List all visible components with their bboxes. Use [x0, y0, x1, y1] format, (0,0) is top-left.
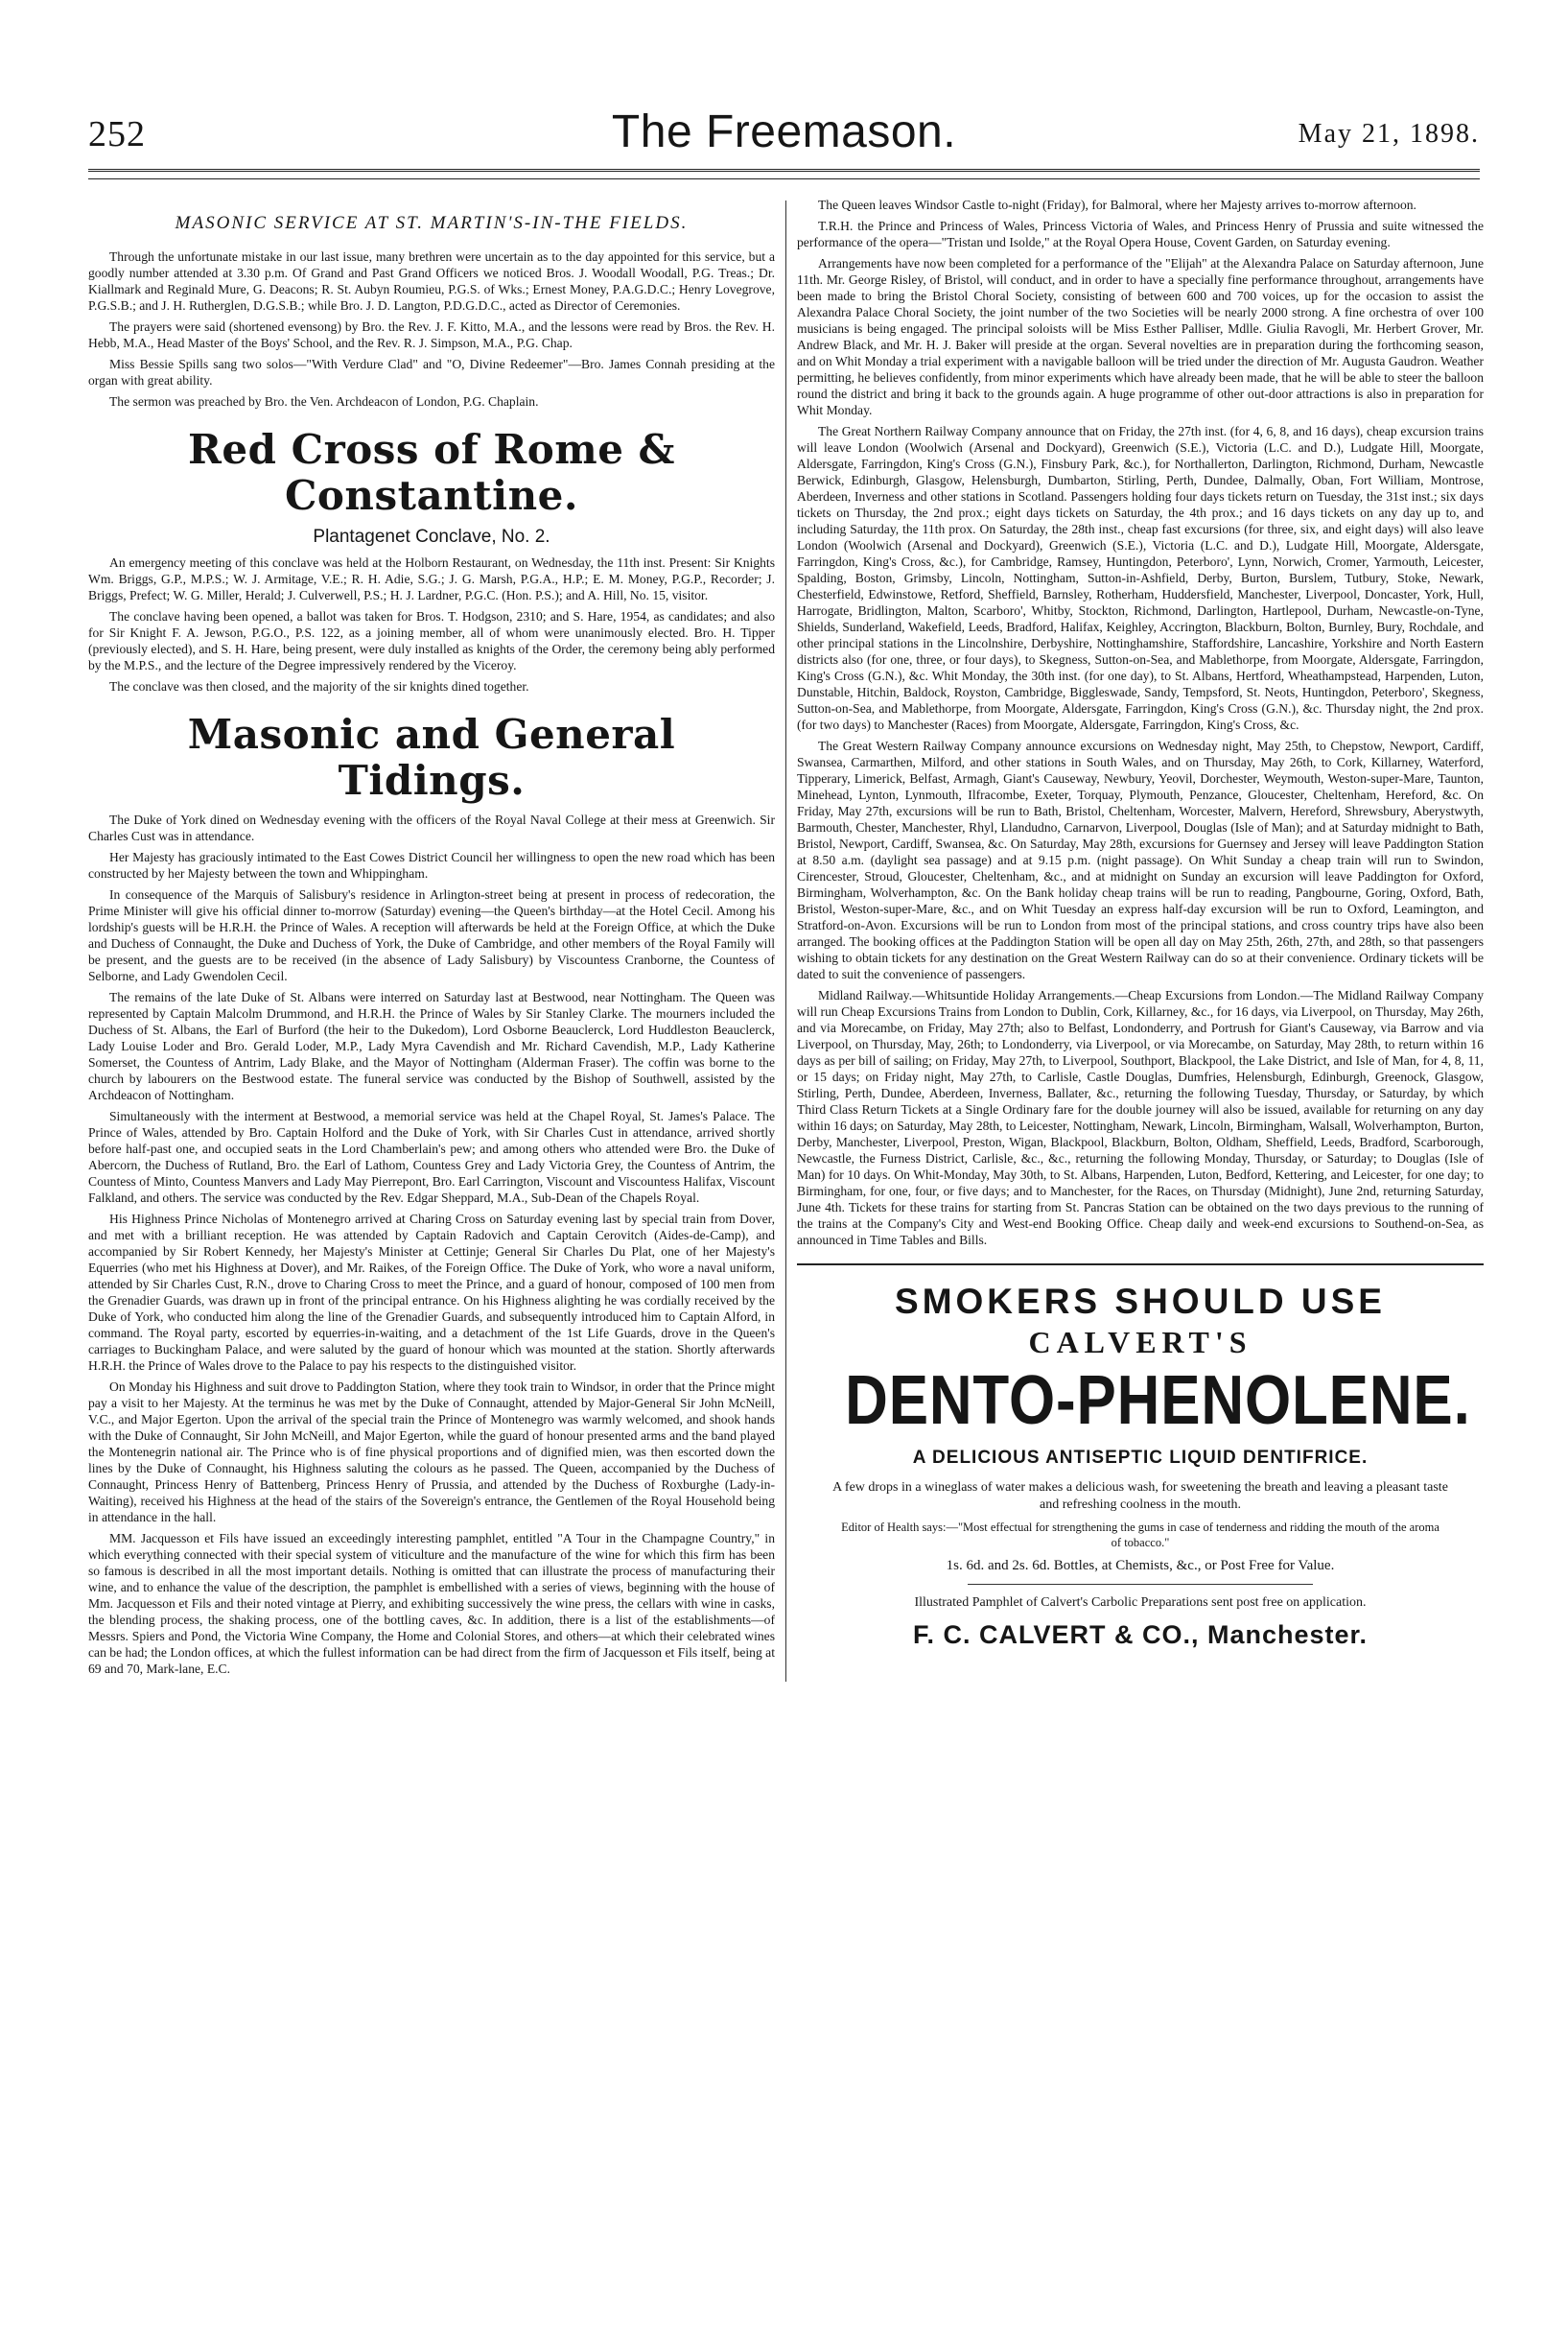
article-paragraph: Through the unfortunate mistake in our last issue, many brethren were uncertain as to the day appointed for this service, but a goodly number attended at 3.30 p.m. Of Grand and Past Grand Officers we noticed Bros. J. Woodall Woodall, P.G. Treas.; Dr. Kiallmark and Reginald Mure, G. Deacons; R. St. Aubyn Roumieu, P.G.S. of Wks.; Ernest Money, P.A.G.D.C.; Henry Lovegrove, P.G.S.B.; and J. H. Rutherglen, D.G.S.B.; while Bro. J. D. Langton, P.D.G.D.C., acted as Director of Ceremonies. [88, 249, 775, 313]
article-paragraph: T.R.H. the Prince and Princess of Wales, Princess Victoria of Wales, and Princess Henry of Prussia and suite witnessed the performance of the opera—"Tristan und Isolde," at the Royal Opera House, Covent Garden, on Saturday evening. [797, 219, 1484, 249]
article-paragraph: Midland Railway.—Whitsuntide Holiday Arrangements.—Cheap Excursions from London.—The Midland Railway Company will run Cheap Excursions Trains from London to Dublin, Cork, Killarney, &c., for 16 days, via Liverpool, on Thursday, May 26th, and via Morecambe, on Friday, May 27th; also to Belfast, Londonderry, and Portrush for Giant's Causeway, via Barrow and via Liverpool, on Thursday, May, 26th; to Londonderry, via Liverpool, or via Morecambe, on Saturday, May 28th, to return within 16 days as per bill of sailing; on Friday, May 27th, to Liverpool, Southport, Blackpool, the Lake District, and Isle of Man, for 4, 8, 11, or 15 days; on Friday night, May 27th, to Carlisle, Castle Douglas, Dumfries, Helensburgh, Edinburgh, Greenock, Glasgow, Stirling, Perth, Dundee, Aberdeen, Inverness, Ballater, &c., returning the following Tuesday, Thursday, or Saturday, by which Third Class Return Tickets at a Single Ordinary fare for the double journey will also be issued, available for returning on any day within 16 days; on Saturday, May 28th, to Leicester, Nottingham, Newark, Lincoln, Birmingham, Walsall, Wolverhampton, Burton, Derby, Manchester, Liverpool, Preston, Wigan, Blackpool, Blackburn, Bolton, Oldham, Sheffield, Leeds, Bradford, Scarborough, Newcastle, the Furness District, Carlisle, &c., &c., returning the following Monday, Thursday, or Saturday; to Douglas (Isle of Man) for 10 days. On Whit-Monday, May 30th, to St. Albans, Harpenden, Luton, Bedford, Kettering, and Leicester, for one day; to Birmingham, for one, four, or five days; and to Manchester, for the Races, on Thursday (Midnight), June 2nd, returning Saturday, June 4th. Tickets for these trains for starting from St. Pancras Station can be obtained on the two days previous to the running of the trains at the Company's City and West-end Booking Office. Cheap daily and week-end excursions to Southend-on-Sea, as announced in Time Tables and Bills. [797, 988, 1484, 1247]
article-paragraph: The conclave was then closed, and the majority of the sir knights dined together. [109, 679, 529, 694]
article-paragraph: The Queen leaves Windsor Castle to-night (Friday), for Balmoral, where her Majesty arrives to-morrow afternoon. [818, 198, 1416, 212]
ad-divider [968, 1584, 1313, 1585]
ad-testimonial: Editor of Health says:—"Most effectual for strengthening the gums in case of tenderness and ridding the mouth of the aroma of tobacco." [841, 1521, 1439, 1549]
right-column [786, 197, 1484, 1682]
article-paragraph: The sermon was preached by Bro. the Ven. Archdeacon of London, P.G. Chaplain. [109, 394, 539, 409]
section-heading-tidings: Masonic and General Tidings. [187, 711, 676, 804]
masthead-rule [88, 178, 1480, 179]
article-paragraph: An emergency meeting of this conclave was held at the Holborn Restaurant, on Wednesday, the 11th inst. Present: Sir Knights Wm. Briggs, G.P., M.P.S.; W. J. Armitage, V.E.; R. H. Adie, S.G.; J. G. Marsh, P.G.A., H.P.; E. M. Money, P.G.P., Recorder; J. Briggs, Prefect; W. G. Miller, Herald; J. Culverwell, P.S.; H. J. Lardner, P.G.C. (Hon. P.S.); and A. Hill, No. 15, visitor. [88, 555, 775, 602]
subheading-plantagenet: Plantagenet Conclave, No. 2. [313, 527, 550, 547]
article-paragraph: The Great Northern Railway Company announce that on Friday, the 27th inst. (for 4, 6, 8, and 16 days), cheap excursion trains will leave London (Woolwich (Arsenal and Dockyard), Greenwich (S.E.), Victoria (L.C. and D.), Ludgate Hill, Moorgate, Aldersgate, Farringdon, King's Cross (G.N.), Finsbury Park, &c.), for Northallerton, Darlington, Richmond, Durham, Newcastle Berwick, Edinburgh, Glasgow, Helensburgh, Dumbarton, Stirling, Perth, Dundee, Dalmally, Oban, Fort William, Montrose, Aberdeen, Inverness and other stations in Scotland. Passengers holding four days tickets return on Tuesday, the 31st inst.; six days tickets on Thursday, the 2nd prox.; eight days tickets on Saturday, the 4th prox.; and 16 days tickets on any day up to, and including Saturday, the 11th prox. On Saturday, the 28th inst., cheap fast excursions (for three, six, and eight days) will also leave London (Woolwich (Arsenal and Dockyard), Greenwich (S.E.), Victoria (L.C. and D.), Ludgate Hill, Moorgate, Aldersgate, Farringdon, King's Cross, &c.), for Cambridge, Ramsey, Huntingdon, Peterboro', Lynn, Norwich, Cromer, Yarmouth, Leicester, Spalding, Boston, Grimsby, Lincoln, Nottingham, Sutton-in-Ashfield, Derby, Burton, Burslem, Tutbury, Stoke, Newark, Chesterfield, Edwinstowe, Retford, Sheffield, Barnsley, Rotherham, Huddersfield, Manchester, Liverpool, Doncaster, York, Hull, Harrogate, Bridlington, Malton, Scarboro', Whitby, Stockton, Richmond, Darlington, Hartlepool, Durham, Newcastle-on-Tyne, Shields, Sunderland, Wakefield, Leeds, Bradford, Halifax, Keighley, Accrington, Blackburn, Bolton, Burnley, Bury, Rochdale, and other principal stations in the Lincolnshire, Derbyshire, Nottinghamshire, Staffordshire, Lancashire, Yorkshire and North Eastern districts also (for one, three, or four days), to Skegness, Sutton-on-Sea, and Mablethorpe, from Moorgate, Aldersgate, Farringdon, King's Cross (G.N.), &c. Whit Monday, the 30th inst. (for one day), to St. Albans, Hertford, Wheathampstead, Harpenden, Luton, Dunstable, Hitchin, Baldock, Royston, Cambridge, Biggleswade, Sandy, Tempsford, St. Neots, Huntingdon, Peterboro', Skegness, Sutton-on-Sea, and Mablethorpe, from Moorgate, Aldersgate, Farringdon, King's Cross (G.N.), &c. Thursday night, the 2nd prox. (for two days) to Manchester (Races) from Moorgate, Aldersgate, Farringdon, King's Cross, &c. [797, 424, 1484, 732]
article-paragraph: The conclave having been opened, a ballot was taken for Bros. T. Hodgson, 2310; and S. Hare, 1954, as candidates; and also for Sir Knight F. A. Jewson, P.G.O., P.S. 122, as a joining member, all of whom were unanimously elected. Bro. H. Tipper (previously elected), and S. H. Hare, being present, were duly installed as knights of the Order, the ceremony being ably performed by the M.P.S., and the lecture of the Degree impressively rendered by the Viceroy. [88, 609, 775, 672]
advertisement-dento-phenolene [797, 1263, 1484, 1649]
article-paragraph: The Great Western Railway Company announce excursions on Wednesday night, May 25th, to Chepstow, Newport, Cardiff, Swansea, Carmarthen, Milford, and other stations in South Wales, and on Thursday, May 26th, to Cork, Killarney, Waterford, Tipperary, Limerick, Belfast, Armagh, Giant's Causeway, Newbury, Yeovil, Dorchester, Weymouth, Weston-super-Mare, Taunton, Minehead, Lynton, Lynmouth, Ilfracombe, Exeter, Torquay, Plymouth, Penzance, Gloucester, Cheltenham, Hereford, &c. On Friday, May 27th, excursions will be run to Bath, Bristol, Cheltenham, Worcester, Malvern, Hereford, Shrewsbury, Aberystwyth, Barmouth, Chester, Manchester, Rhyl, Llandudno, Carnarvon, Liverpool, Douglas (Isle of Man); and at Saturday midnight to Bath, Bristol, Newport, Cardiff, Swansea, &c. On Saturday, May 28th, excursions for Guernsey and Jersey will leave Paddington Station at 8.50 a.m. (daylight sea passage) and at 9.15 p.m. (night passage). On Whit Sunday a cheap train will run to Swindon, Cirencester, Stroud, Gloucester, Cheltenham, &c., and at midnight on Sunday an excursion will leave Paddington for Oxford, Birmingham, Wolverhampton, &c. On the Bank holiday cheap trains will be run to reading, Pangbourne, Goring, Oxford, Bath, Bristol, Weston-super-Mare, &c., and on Whit Tuesday an express half-day excursion will be run to Oxford, Leamington, and Stratford-on-Avon. Excursions will be run to London from most of the principal stations, and cross country trips have also been arranged. The booking offices at the Paddington Station will be open all day on May 25th, 26th, 27th, and 28th, so that passengers wishing to obtain tickets for any destination on the Great Western Railway can do so at their convenience. Ordinary tickets will be dated to suit the convenience of passengers. [797, 739, 1484, 981]
article-paragraph: Her Majesty has graciously intimated to the East Cowes District Council her willingness to open the new road which has been constructed by her Majesty between the town and Whippingham. [88, 850, 775, 881]
ad-firm-name: F. C. CALVERT & CO., Manchester. [912, 1620, 1369, 1649]
article-paragraph: The Duke of York dined on Wednesday evening with the officers of the Royal Naval College at their mess at Greenwich. Sir Charles Cust was in attendance. [88, 813, 775, 843]
article-paragraph: His Highness Prince Nicholas of Montenegro arrived at Charing Cross on Saturday evening last by special train from Dover, and met with a brilliant reception. He was attended by Captain Radovich and Captain Cerovitch (Aides-de-Camp), and accompanied by Sir Robert Kennedy, her Majesty's Minister at Cettinje; General Sir Charles Du Plat, one of her Majesty's Equerries (who met his Highness at Dover), and Mr. Raikes, of the Foreign Office. The Duke of York, who wore a naval uniform, attended by Sir Charles Cust, R.N., drove to Charing Cross to meet the Prince, and a guard of honour, composed of 100 men from the Grenadier Guards, was drawn up in front of the principal entrance. On his Highness alighting he was cordially received by the Duke of York, who conducted him along the line of the Grenadier Guards, and subsequently introduced him to Captain Alford, in command. The Royal party, escorted by equerries-in-waiting, and a detachment of the 1st Life Guards, drove in the Queen's carriages to Buckingham Palace, and were saluted by the guard of honour which was mounted at the station. Shortly afterwards H.R.H. the Prince of Wales drove to the Palace to pay his respects to the distinguished visitor. [88, 1212, 775, 1373]
columns [88, 197, 1484, 1682]
article-paragraph: In consequence of the Marquis of Salisbury's residence in Arlington-street being at present in process of redecoration, the Prime Minister will give his official dinner to-morrow (Saturday) evening—the Queen's birthday—at the Hotel Cecil. Among his lordship's guests will be H.R.H. the Prince of Wales. A reception will afterwards be held at the Foreign Office, at which the Duke and Duchess of Connaught, the Duke and Duchess of York, the Duke of Cambridge, and other members of the Royal Family will be present, and the guests are to be received (in the absence of Lady Salisbury) by Viscountess Cranborne, the Countess of Selborne, and Lady Gwendolen Cecil. [88, 887, 775, 983]
ad-description: A few drops in a wineglass of water makes a delicious wash, for sweetening the breath and leaving a pleasant taste and refreshing coolness in the mouth. [832, 1480, 1448, 1512]
article-paragraph: On Monday his Highness and suit drove to Paddington Station, where they took train to Windsor, in order that the Prince might pay a visit to her Majesty. At the terminus he was met by the Duke of Connaught, attended by Major-General Sir John McNeill, V.C., and Major Egerton. Upon the arrival of the special train the Prince of Montenegro was warmly welcomed, and shook hands with the Duke of Connaught, Sir John McNeill, and Major Egerton, while the guard of honour presented arms and the band played the Montenegrin national air. The Prince who is of fine physical proportions and of dignified mien, was then escorted down the lines by the Duke of Connaught, his Highness saluting the colours as he passed. The Queen, accompanied by the Duchess of Connaught, Princess Henry of Battenberg, Princess Henry of Prussia, and attended by the Duchess of Roxburghe (Lady-in-Waiting), received his Highness at the head of the stairs of the Sovereign's entrance, the Gentlemen of the Royal Household being in attendance in the hall. [88, 1379, 775, 1524]
article-paragraph: The remains of the late Duke of St. Albans were interred on Saturday last at Bestwood, near Nottingham. The Queen was represented by Captain Malcolm Drummond, and H.R.H. the Prince of Wales by Sir Stanley Clarke. The mourners included the Duchess of St. Albans, the Earl of Burford (the heir to the Dukedom), Lord Osborne Beauclerck, Lord Huddleston Beauclerck, Lady Louise Loder and Bro. Gerald Loder, M.P., Lady Myra Cavendish and Mr. Richard Cavendish, M.P., Lady Katherine Somerset, the Countess of Antrim, Lady Blake, and the Mayor of Nottingham (Alderman Fraser). The coffin was borne to the church by labourers on the Bestwood estate. The funeral service was conducted by the Bishop of Southwell, assisted by the Archdeacon of Nottingham. [88, 990, 775, 1102]
ad-tagline: A DELICIOUS ANTISEPTIC LIQUID DENTIFRICE. [912, 1448, 1369, 1468]
article-title-masonic-service: MASONIC SERVICE AT ST. MARTIN'S-IN-THE FIELDS. [175, 213, 689, 233]
ad-pamphlet-note: Illustrated Pamphlet of Calvert's Carbolic Preparations sent post free on application. [914, 1595, 1367, 1610]
article-paragraph: The prayers were said (shortened evensong) by Bro. the Rev. J. F. Kitto, M.A., and the lessons were read by Bros. the Rev. H. Hebb, M.A., Head Master of the Boys' School, and the Rev. R. J. Simpson, M.A., P.G. Chap. [88, 319, 775, 350]
article-paragraph: Arrangements have now been completed for a performance of the "Elijah" at the Alexandra Palace on Saturday afternoon, June 11th. Mr. George Risley, of Bristol, will conduct, and in order to have a specially fine performance throughout, arrangements have been made to bring the Bristol Choral Society, consisting of between 600 and 700 voices, up for the occasion to assist the Alexandra Palace Choral Society, the joint number of the two Societies will be nearly 2000 strong. A fine orchestra of over 100 musicians is being engaged. The principal soloists will be Miss Esther Palliser, Mdlle. Giulia Ravogli, Mr. Herbert Grover, Mr. Andrew Black, and Mr. H. J. Baker will preside at the organ. Several novelties are in preparation during the forthcoming season, and on Whit Monday a trial experiment with a navigable balloon will be tried under the direction of Mr. Augusta Gaudron. Weather permitting, he believes confidently, from minor experiments which have already been made, that he will be able to steer the balloon round the district and bring it back to the grounds again. A huge programme of other out-door attractions is also in preparation for Whit Monday. [797, 256, 1484, 417]
page-number: 252 [88, 114, 146, 154]
issue-date: May 21, 1898. [1298, 119, 1480, 149]
ad-product-name: DENTO-PHENOLENE. [845, 1362, 1471, 1439]
ad-headline: SMOKERS SHOULD USE [895, 1282, 1386, 1321]
section-heading-red-cross: Red Cross of Rome & Constantine. [188, 426, 675, 519]
article-paragraph: MM. Jacquesson et Fils have issued an exceedingly interesting pamphlet, entitled "A Tour in the Champagne Country," in which everything connected with their special system of viticulture and the manufacture of the wine for which this firm has been so famous is described in all the most important details. Nothing is omitted that can illustrate the process of manufacturing their wine, and to enhance the value of the description, the pamphlet is embellished with a series of views, beginning with the house of Mm. Jacquesson et Fils and their noted vintage at Pierry, and exhibiting successively the wine press, the cellars with wine in casks, the blending process, the shaking process, one of the bottling caves, &c. In addition, there is a list of the establishments—of Messrs. Spiers and Pond, the Victoria Wine Company, the Home and Colonial Stores, and others—at which their celebrated wines can be had; the London offices, at which the fullest information can be had direct from the firm of Jacquesson et Fils itself, being at 69 and 70, Mark-lane, E.C. [88, 1531, 775, 1676]
newspaper-title: The Freemason. [611, 106, 957, 157]
ad-price: 1s. 6d. and 2s. 6d. Bottles, at Chemists, &c., or Post Free for Value. [946, 1558, 1335, 1573]
article-paragraph: Miss Bessie Spills sang two solos—"With Verdure Clad" and "O, Divine Redeemer"—Bro. James Connah presiding at the organ with great ability. [88, 357, 775, 388]
article-paragraph: Simultaneously with the interment at Bestwood, a memorial service was held at the Chapel Royal, St. James's Palace. The Prince of Wales, attended by Bro. Captain Holford and the Duke of York, with Sir Charles Cust in attendance, arrived shortly before half-past one, and occupied seats in the Lord Chamberlain's pew; and among others who attended were Bro. the Duke of Abercorn, the Duchess of Rutland, Bro. the Earl of Lathom, Countess Grey and Lady Victoria Grey, the Countess of Antrim, the Countess of Minto, Countess Manvers and Lady May Pierrepont, Bro. Earl Carrington, Viscount and Viscountess Halifax, Viscount Falkland, and others. The service was conducted by the Rev. Edgar Sheppard, M.A., Sub-Dean of the Chapels Royal. [88, 1109, 775, 1205]
left-column [88, 197, 785, 1682]
ad-brand: CALVERT'S [1028, 1325, 1252, 1359]
masthead [88, 106, 1480, 172]
